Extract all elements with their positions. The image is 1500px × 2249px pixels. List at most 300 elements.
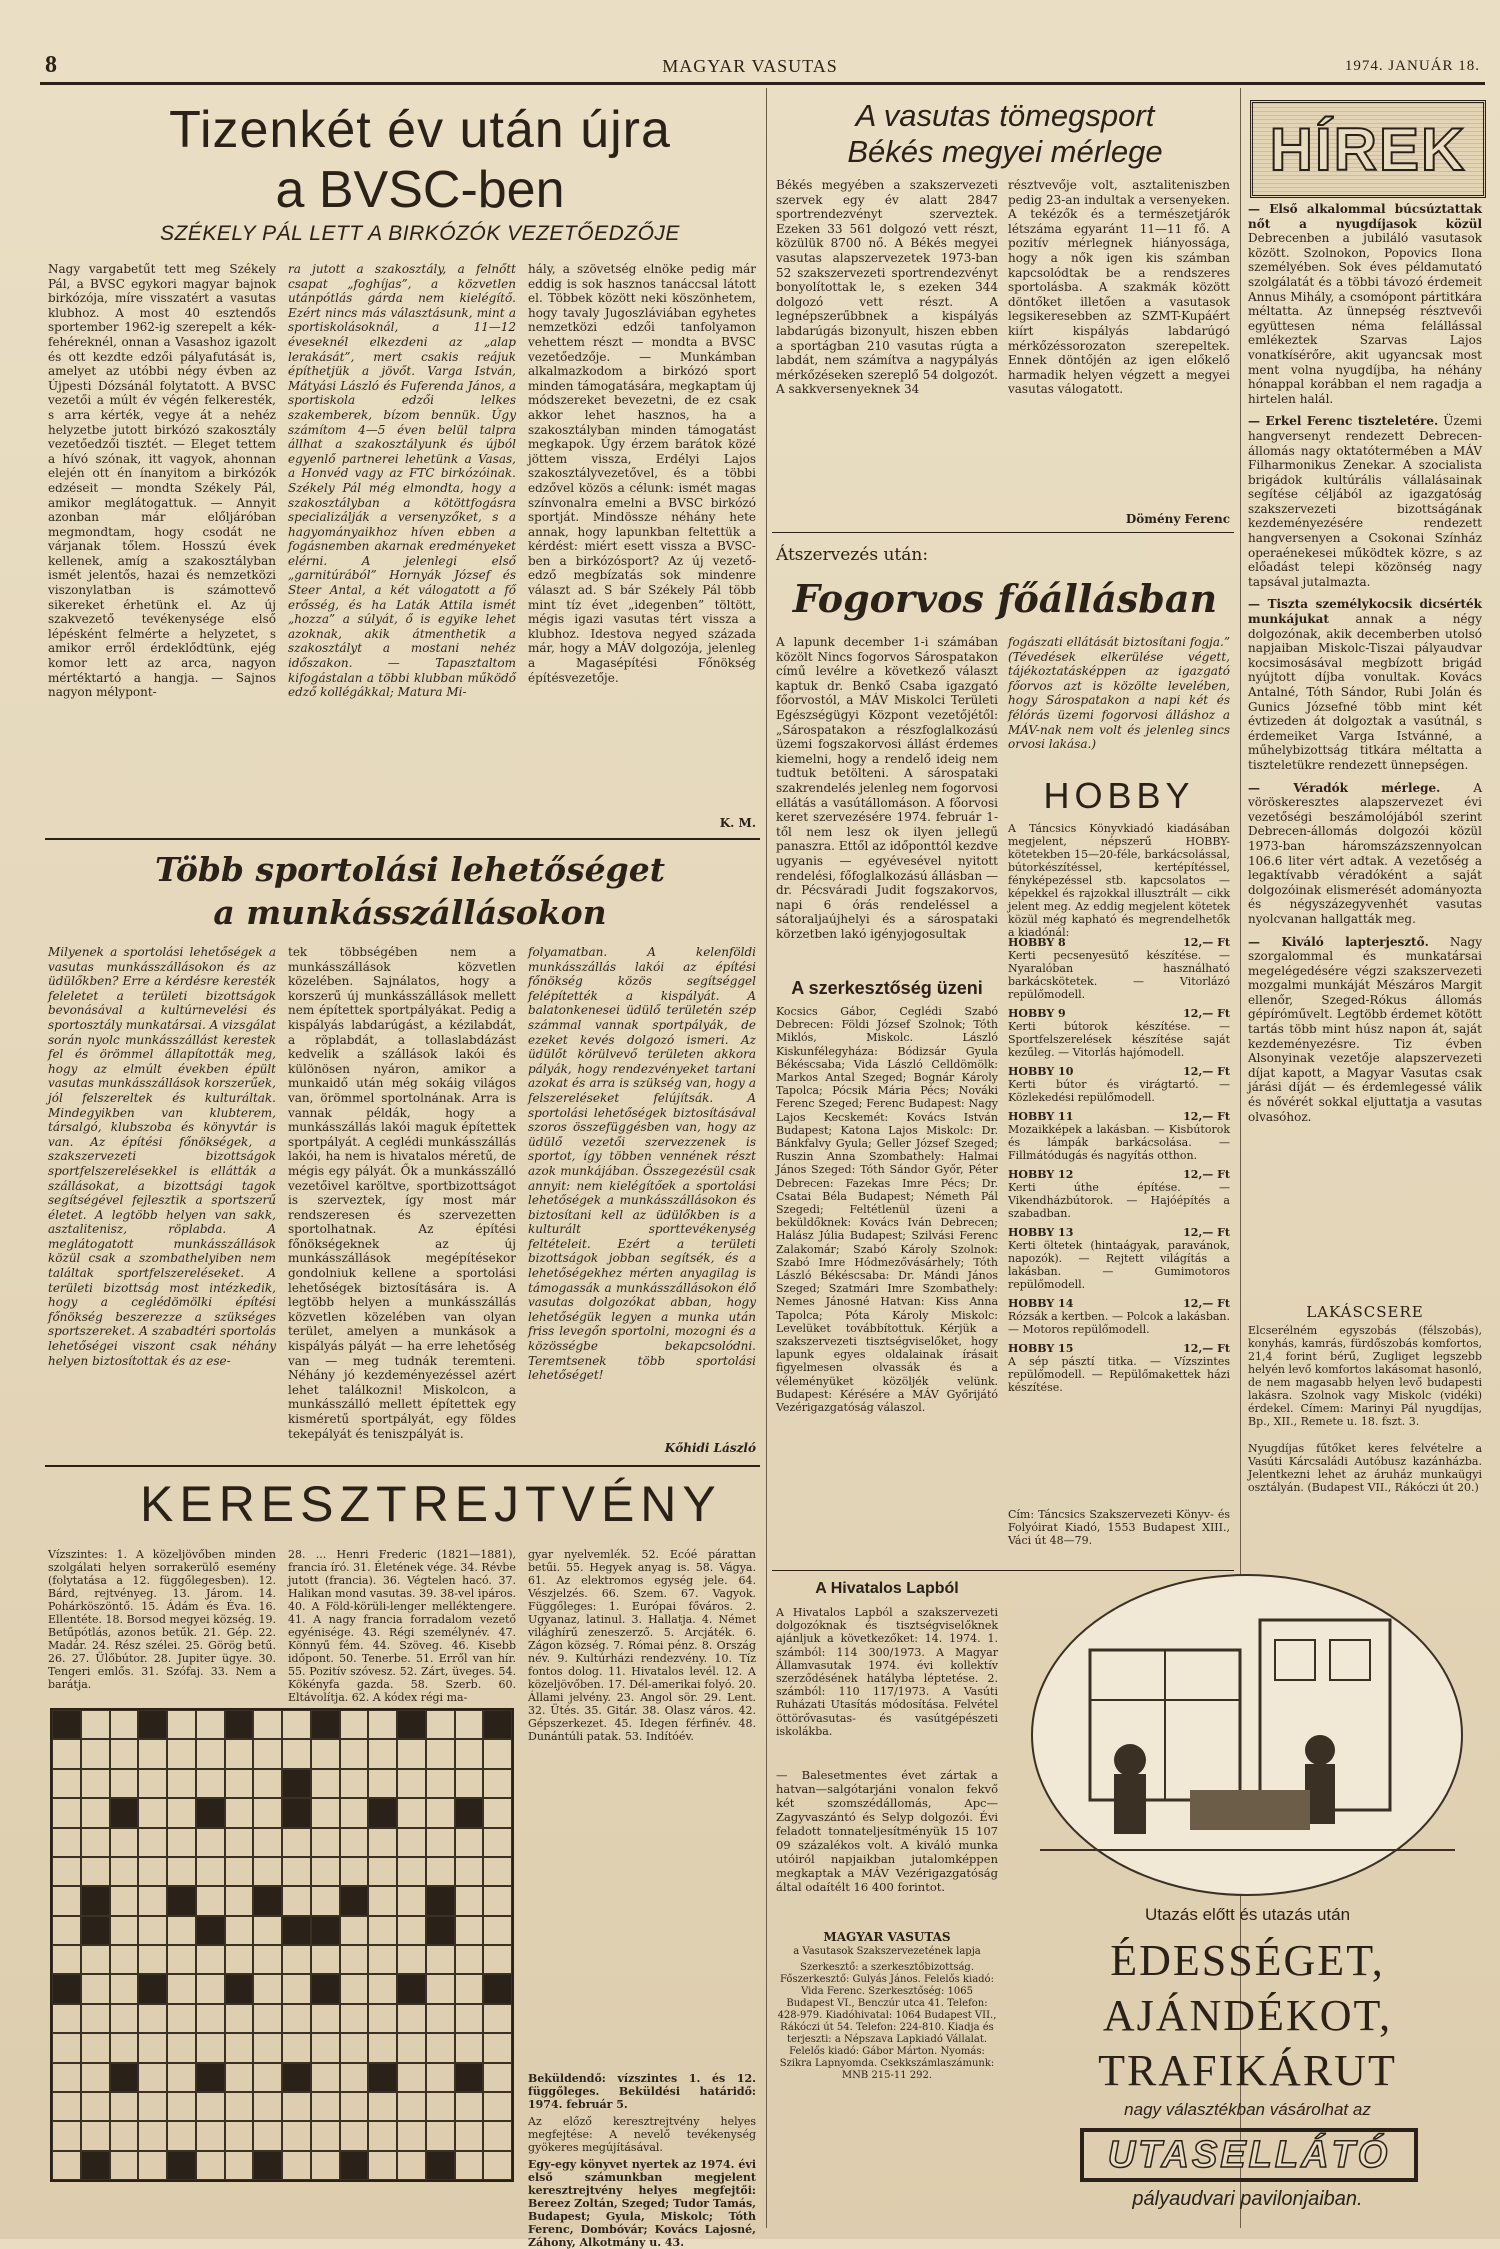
crossword-cell [52, 2092, 81, 2121]
crossword-cell [225, 1857, 254, 1886]
lakascsere-title: LAKÁSCSERE [1306, 1303, 1424, 1321]
crossword-cell [455, 1828, 484, 1857]
hobby-item-description: Kerti öltetek (hintaágyak, paravánok, napozók). — Rejtett világítás a lakásban. — Gumimotoros repülőmodell. [1008, 1239, 1230, 1291]
crossword-cell [426, 1710, 455, 1739]
crossword-cell [340, 1974, 369, 2003]
crossword-cell [167, 1710, 196, 1739]
crossword-cell [52, 1945, 81, 1974]
crossword-cell [81, 2063, 110, 2092]
bvsc-column-3: hály, a szövetség elnöke pedig már eddig is sok hasznos tanáccsal látott el. Többek között neki köszönhetem, hogy tavaly Jugoszláviában egyhetes nemzetközi edzői tanfolyamon vehettem részt — mondta a BVSC vezetőedzője. — Munkámban alkalmazkodom a birkózó sport minden támogatására, megkaptam új módszereket bevezetni, de ez csak akkor lehet hasznos, ha a szakosztályban minden támogatást megkapok. Úgy érzem barátok közé jöttem vissza, Erdélyi Lajos szakosztályvezetővel, és a többi edzővel közös a célunk: ismét magas színvonalra emelni a BVSC birkózó sportját. Mindössze néhány hete annak, hogy lapunkban feltettük a kérdést: miért esett vissza a BVSC-ben a birkózósport? Az új vezető-edző megbízatás sok mindenre választ ad. S bár Székely Pál több mint tíz évet „idegenben” töltött, mégis igazi vasutas tért vissza a klubhoz. Idestova negyed százada már, hogy a MÁV dolgozója, jelenleg a Magasépítési Főnökség építésvezetője. [528, 262, 756, 685]
crossword-cell [81, 1798, 110, 1827]
crossword-cell [397, 1945, 426, 1974]
hobby-title: HOBBY [1043, 775, 1195, 816]
crossword-block [368, 1798, 397, 1827]
crossword-cell [483, 1769, 512, 1798]
crossword-cell [483, 1945, 512, 1974]
crossword-cell [81, 1710, 110, 1739]
crossword-cell [196, 1945, 225, 1974]
ad-footer: pályaudvari pavilonjaiban. [1132, 2188, 1363, 2210]
crossword-cell [311, 1945, 340, 1974]
news-item [1248, 597, 1482, 772]
bekes-signature: Dömény Ferenc [1125, 512, 1230, 526]
crossword-cell [196, 1974, 225, 2003]
hobby-item [1008, 1297, 1230, 1336]
crossword-cell [340, 2004, 369, 2033]
crossword-cell [225, 2063, 254, 2092]
crossword-cell [167, 1916, 196, 1945]
ad-line-1: ÉDESSÉGET, [1110, 1936, 1385, 1985]
crossword-cell [340, 1857, 369, 1886]
sport-title-line2: a munkásszállásokon [213, 893, 607, 932]
crossword-cell [397, 1739, 426, 1768]
news-item-lead: — Véradók mérlege. [1248, 780, 1441, 795]
bekes-column-1: Békés megyében a szakszervezeti szervek egy év alatt 2847 sportrendezvényt szerveztek. Ezeken 33 561 dolgozó vett részt, közülük 8700 nő. A Békés megyei vasutas alapszervezetek 1973-ban 52 szakszervezeti sportrendezvényt bonyolítottak le, s ezeken 344 dolgozó vett részt. A legnépszerűbbnek a kispályás labdarúgás bizonyult, hiszen ebben a sportágban 210 vasutas rúgta a labdát, nem számítva a nagypályás mérkőzéseken szereplő 54 dolgozót. A sakkversenyeknek 34 [776, 178, 998, 397]
crossword-block [455, 2063, 484, 2092]
crossword-cell [397, 2092, 426, 2121]
crossword-grid [50, 1708, 514, 2182]
crossword-cell [368, 1945, 397, 1974]
crossword-block [426, 1886, 455, 1915]
crossword-cell [81, 1974, 110, 2003]
hobby-item-price: 12,— Ft [1183, 936, 1230, 949]
crossword-cell [167, 1769, 196, 1798]
crossword-cell [455, 1739, 484, 1768]
crossword-block [110, 2063, 139, 2092]
crossword-cell [455, 2092, 484, 2121]
crossword-block [167, 2151, 196, 2180]
crossword-cell [110, 2092, 139, 2121]
crossword-cell [311, 2092, 340, 2121]
news-item-lead: — Erkel Ferenc tiszteletére. [1248, 414, 1439, 429]
crossword-cell [138, 1857, 167, 1886]
crossword-cell [368, 2033, 397, 2062]
hobby-item-name: HOBBY 12 [1008, 1168, 1074, 1181]
hobby-item-price: 12,— Ft [1183, 1297, 1230, 1310]
crossword-cell [167, 1798, 196, 1827]
crossword-cell [52, 2151, 81, 2180]
news-item-lead: — Kiváló lapterjesztő. [1248, 934, 1429, 949]
crossword-cell [282, 1974, 311, 2003]
crossword-cell [455, 1974, 484, 2003]
crossword-cell [455, 1710, 484, 1739]
hobby-item [1008, 1065, 1230, 1104]
hobby-item-header [1008, 1007, 1230, 1020]
hobby-item-header [1008, 1226, 1230, 1239]
crossword-cell [253, 2004, 282, 2033]
crossword-cell [52, 1857, 81, 1886]
crossword-cell [311, 1739, 340, 1768]
news-item [1248, 202, 1482, 406]
hobby-item-description: Kerti úthe építése. — Vikendházbútorok. — Hajóépítés a szabadban. [1008, 1181, 1230, 1220]
news-item-lead: — Tiszta személykocsik dicsérték munkájukat [1248, 597, 1482, 627]
crossword-block [253, 2151, 282, 2180]
crossword-cell [196, 2004, 225, 2033]
crossword-block [81, 1886, 110, 1915]
hobby-item [1008, 1168, 1230, 1220]
crossword-cell [81, 2092, 110, 2121]
hobby-intro: A Táncsics Könyvkiadó kiadásában megjelent, népszerű HOBBY-kötetekben 15—20-féle, barkácsolással, bútorkészítéssel, kertépítéssel, fényképezéssel stb. kapcsolatos — képekkel és rajzokkal illusztrált — cikk jelent meg. Az eddig megjelent kötetek közül még kapható és megrendelhetők a kiadónál: [1008, 822, 1230, 939]
bvsc-bottom-rule [45, 838, 760, 840]
crossword-cell [253, 2092, 282, 2121]
sport-title-line1: Több sportolási lehetőséget [155, 850, 665, 889]
crossword-cell [368, 2004, 397, 2033]
crossword-cell [167, 1974, 196, 2003]
bvsc-title-line1: Tizenkét év után újra [169, 101, 671, 159]
issue-date: 1974. JANUÁR 18. [1344, 58, 1480, 74]
crossword-cell [81, 2033, 110, 2062]
crossword-cell [397, 2004, 426, 2033]
crossword-cell [426, 1769, 455, 1798]
crossword-cell [225, 2092, 254, 2121]
crossword-cell [225, 2033, 254, 2062]
crossword-cell [282, 1828, 311, 1857]
crossword-block [138, 1974, 167, 2003]
crossword-cell [397, 1798, 426, 1827]
crossword-block [196, 2063, 225, 2092]
crossword-cell [253, 1769, 282, 1798]
hobby-item [1008, 936, 1230, 1001]
crossword-cell [110, 1945, 139, 1974]
crossword-cell [253, 2121, 282, 2150]
crossword-cell [225, 2121, 254, 2150]
crossword-block [81, 1916, 110, 1945]
crossword-cell [110, 1769, 139, 1798]
crossword-cell [397, 1857, 426, 1886]
crossword-cell [225, 1916, 254, 1945]
news-item-text: annak a négy dolgozónak, akik decemberben utolsó napjaiban Miskolc-Tiszai pályaudvar kocsimosásával megbízott brigád nyújtott díjba vonultak. Kovács Antalné, Tóth Sándor, Rubi Jolán és Gunics Józsefné több mint két évtizeden át dolgoztak a vasútnál, s érdemeiket Varga Istvánné, a műhelybizottság titkára méltatta a tiszteletükre rendezett ünnepségen. [1248, 612, 1482, 772]
hobby-item-name: HOBBY 9 [1008, 1007, 1066, 1020]
crossword-block [282, 2063, 311, 2092]
crossword-cell [110, 2033, 139, 2062]
ad-brand-box [1080, 2128, 1418, 2182]
hobby-item-price: 12,— Ft [1183, 1226, 1230, 1239]
crossword-cell [368, 1886, 397, 1915]
hobby-item-name: HOBBY 14 [1008, 1297, 1074, 1310]
crossword-cell [167, 1945, 196, 1974]
crossword-cell [483, 2004, 512, 2033]
bvsc-signature: K. M. [719, 816, 756, 830]
crossword-cell [397, 1886, 426, 1915]
crossword-cell [196, 1857, 225, 1886]
crossword-block [196, 1798, 225, 1827]
crossword-cell [52, 1916, 81, 1945]
crossword-cell [196, 1828, 225, 1857]
crossword-cell [311, 1798, 340, 1827]
crossword-cell [138, 1945, 167, 1974]
hobby-item-price: 12,— Ft [1183, 1168, 1230, 1181]
crossword-cell [138, 2092, 167, 2121]
crossword-cell [138, 2033, 167, 2062]
crossword-cell [138, 1798, 167, 1827]
crossword-cell [110, 1739, 139, 1768]
crossword-cell [282, 1857, 311, 1886]
hivatalos-text: A Hivatalos Lapból a szakszervezeti dolgozóknak és tisztségviselőknek ajánljuk a következőket: 14. 1974. 1. számból: 114 300/1973. A Magyar Államvasutak 1974. évi kollektív szerződésének hatályba léptetése. 2. számból: 110 117/1973. A Vasúti Ruházati Utasítás módosítása. Felvétel öttörővasutas- és vasútgépészeti iskolákba. [776, 1606, 998, 1738]
paper-name: MAGYAR VASUTAS [662, 56, 838, 76]
crossword-block [426, 1916, 455, 1945]
crossword-cell [225, 1945, 254, 1974]
bvsc-subtitle: SZÉKELY PÁL LETT A BIRKÓZÓK VEZETŐEDZŐJE [160, 222, 680, 245]
crossword-cell [311, 2063, 340, 2092]
crossword-block [397, 1710, 426, 1739]
hobby-item-description: Kerti pecsenyesütő készítése. — Nyaralóban használható barkácskötetek. — Vitorlázó repülőmodell. [1008, 949, 1230, 1001]
crossword-cell [483, 2092, 512, 2121]
crossword-cell [483, 2063, 512, 2092]
crossword-block [167, 1886, 196, 1915]
crossword-cell [225, 2004, 254, 2033]
crossword-cell [426, 1974, 455, 2003]
crossword-cell [368, 1916, 397, 1945]
ad-tagline: Utazás előtt és utazás után [1144, 1905, 1351, 1924]
crossword-cell [455, 2033, 484, 2062]
crossword-cell [225, 1798, 254, 1827]
crossword-cell [167, 2092, 196, 2121]
crossword-cell [196, 2121, 225, 2150]
crossword-cell [253, 1916, 282, 1945]
crossword-clues-2: 28. ... Henri Frederic (1821—1881), francia író. 31. Életének vége. 34. Révbe jutott (francia). 36. Végtelen hacó. 37. Halikan mond vasutas. 39. 38-vel ipáros. 40. A Föld-körüli-lenger melléktengere. 41. A nagy francia forradalom vezető egyénisége. 43. Régi személynév. 47. Könnyű fém. 44. Szöveg. 46. Kisebb időpont. 50. Tenerbe. 51. Erről van hír. 55. Pozitív szóvesz. 52. Zárt, üveges. 54. Kökényfa gazda. 58. Szerb. 60. Eltávolítja. 62. A kódex régi ma- [288, 1548, 516, 1704]
fogorvos-title: Fogorvos főállásban [792, 576, 1218, 621]
hobby-item-description: Kerti bútorok készítése. — Sportfelszerelések készítése saját kezűleg. — Vitorlás hajómodell. [1008, 1020, 1230, 1059]
crossword-block [311, 1974, 340, 2003]
crossword-block [196, 1916, 225, 1945]
crossword-cell [196, 2151, 225, 2180]
crossword-cell [455, 2121, 484, 2150]
crossword-solution: Az előző keresztrejtvény helyes megfejtése: A nevelő tevékenység gyökeres megújításával. [528, 2115, 756, 2154]
crossword-cell [340, 2033, 369, 2062]
hobby-item-header [1008, 1342, 1230, 1355]
hobby-item-name: HOBBY 8 [1008, 936, 1066, 949]
crossword-cell [110, 2121, 139, 2150]
hobby-item-description: Rózsák a kertben. — Polcok a lakásban. — Motoros repülőmodell. [1008, 1310, 1230, 1336]
crossword-cell [81, 2004, 110, 2033]
hobby-item-price: 12,— Ft [1183, 1065, 1230, 1078]
crossword-cell [483, 1798, 512, 1827]
hobby-footer: Cím: Táncsics Szakszervezeti Könyv- és Folyóirat Kiadó, 1553 Budapest XIII., Váci út 48—79. [1008, 1508, 1230, 1547]
news-item [1248, 935, 1482, 1125]
crossword-cell [225, 1828, 254, 1857]
crossword-cell [52, 1739, 81, 1768]
hobby-list [1008, 936, 1230, 1506]
hivatalos-title: A Hivatalos Lapból [815, 1580, 959, 1597]
sport-column-2: tek többségében nem a munkásszállások közvetlen közelében. Sajnálatos, hogy a korszerű új munkásszállások mellett nem építettek sportpályákat. Pedig a kispályás labdarúgást, a kézilabdát, a röplabdát, a tollaslabdázást kedvelik a szállások lakói és különösen nyáron, amikor a munkaidő után még sokáig világos van, örömmel sportolnának. Arra is vannak példák, hogy a munkásszállás lakói maguk építettek sportpályát. A ceglédi munkásszállás lakói, ha nem is hivatalos méretű, de mégis egy pályát. Ők a munkásszálló vezetőivel karöltve, sportbizottságot is szerveztek, így most már rendszeresen és szervezetten sportolhatnak. Az építési főnökségeknek az új munkásszállások megépítésekor gondolniuk kellene a sportolási lehetőségek biztosítására is. A legtöbb helyen a munkásszállás közvetlen közelében van olyan terület, amelyen a munkások a kispályás pályát — ha erre lehetőség van — meg tudnák teremteni. Néhány jó kezdeményezéssel azért lehet találkozni! Miskolcon, a munkásszálló mellett építettek egy kisméretű sportpályát, egy földes tekepályát és teniszpályát is. [288, 945, 516, 1441]
crossword-cell [397, 2063, 426, 2092]
news-item-text: Debrecenben a jubiláló vasutasok között. Szolnokon, Popovics Ilona személyében. Sok éves példamutató szolgálatát és a többi távozó érdemeit Annus Mihály, a csomópont pártitkára méltatta. Az ünnepség résztvevői együttesen néma felállással emlékeztek Szarvas Lajos vonatkísérőre, akit ugyancsak most ment volna nyugdíjba, ha néhány hónappal korábban el nem ragadja a hirtelen halál. [1248, 231, 1482, 406]
crossword-cell [138, 1739, 167, 1768]
crossword-cell [483, 2151, 512, 2180]
hobby-item-description: Kerti bútor és virágtartó. — Közlekedési repülőmodell. [1008, 1078, 1230, 1104]
crossword-block [397, 1974, 426, 2003]
bekes-title-line1: A vasutas tömegsport [855, 98, 1155, 133]
crossword-cell [397, 2121, 426, 2150]
crossword-cell [483, 2033, 512, 2062]
bekes-rule [772, 532, 1234, 533]
crossword-block [340, 2151, 369, 2180]
crossword-block [483, 1710, 512, 1739]
crossword-cell [368, 2121, 397, 2150]
crossword-cell [311, 2033, 340, 2062]
crossword-cell [167, 2033, 196, 2062]
bvsc-column-2: ra jutott a szakosztály, a felnőtt csapat „foghíjas”, a közvetlen utánpótlás gárda nem kielégítő. Ezért nincs más választásunk, mint a sportiskolásoknál, a 11—12 éveseknél elkezdeni az „alap lerakását”, mert csakis reájuk építhetjük a jövőt. Varga István, Mátyási László és Fuferenda János, a sportiskola edzői lelkes szakemberek, bízom bennük. Úgy számítom 4—5 éven belül talpra állhat a szakosztályunk és újból egyenlő partnerei lehetünk a Vasas, a Honvéd vagy az FTC birkózóinak. Székely Pál még elmondta, hogy a szakosztályban a kötöttfogásra specializálják a versenyzőket, s a hagyományaikhoz híven ebben a fogásnemben akarnak eredményeket elérni. A jelenlegi első „garnitúrából” Hornyák József és Steer Antal, a két válogatott a fő erősség, és ha Laták Attila ismét „hozza” a súlyát, ő is egyike lehet azoknak, akik átmenthetik a szakosztályt a mostani nehéz időszakon. — Tapasztaltom kifogástalan a többi klubban működő edző kollégákkal; Matura Mi- [288, 262, 516, 700]
crossword-cell [311, 1828, 340, 1857]
news-item [1248, 781, 1482, 927]
ad-line-4: nagy választékban vásárolhat az [1124, 2100, 1371, 2119]
crossword-cell [52, 1886, 81, 1915]
crossword-cell [110, 1974, 139, 2003]
crossword-cell [81, 1857, 110, 1886]
crossword-cell [253, 1798, 282, 1827]
crossword-cell [426, 1828, 455, 1857]
crossword-cell [426, 1798, 455, 1827]
crossword-block [282, 1769, 311, 1798]
crossword-cell [340, 1769, 369, 1798]
crossword-cell [253, 1739, 282, 1768]
crossword-cell [167, 1828, 196, 1857]
crossword-cell [253, 1945, 282, 1974]
colophon-title: MAGYAR VASUTAS [823, 1930, 951, 1944]
sport-signature: Kőhidi László [664, 1441, 756, 1455]
crossword-cell [282, 1710, 311, 1739]
bvsc-column-1: Nagy vargabetűt tett meg Székely Pál, a BVSC egykori magyar bajnok birkózója, míre visszatért a vasutas klubhoz. A most 40 esztendős sportember 1962-ig szerepelt a kék-fehéreknél, onnan a Vasashoz igazolt és ott kezdte edzői pályafutását is, amelyet az utóbbi négy évben az Újpesti Dózsánál folytatott. A BVSC vezetői a múlt év végén felkeresték, s arra kérték, vegye át a nehéz helyzetbe jutott birkózó szakosztály vezetőedzői tisztét. — Eleget tettem a hívó szónak, itt vagyok, ahonnan elején ott én ínanyitom a birkózók edzéseit — mondta Székely Pál, amikor meglátogattuk. — Annyit azonban már előljáróban megmondtam, hogy csodát ne várjanak tőlem. Hosszú évek kellenek, amíg a szakosztályban ismét jelentős, hazai és nemzetközi viszonylatban is számottevő sikereket érhetünk el. Az új szakvezető tevékenysége első lépésként felmérte a helyzetet, s amikor erről érdeklődtünk, ejég komor lett az arca, nagyon mértéktartó a hangja. — Sajnos nagyon mélypont- [48, 262, 276, 700]
crossword-block [138, 1710, 167, 1739]
colophon-subtitle: a Vasutasok Szakszervezetének lapja [793, 1946, 981, 1957]
crossword-cell [455, 2004, 484, 2033]
sport-column-3: folyamatban. A kelenföldi munkásszállás lakói az építési főnökség közös segítséggel felépítették a kispályát. A balatonkenesei üdülő területén szép számmal vannak sportpályák, de ezeket kevés dolgozó ismeri. Az üdülőt körülvevő területen akkora pályák, hogy rendezvényeket tartani azokat és arra is szükség van, hogy a felszereléseket felújítsák. A sportolási lehetőségek biztosításával szoros összefüggésben van, hogy az üdülő vezetői szervezzenek is sportot, így többen vennének részt azok munkájában. Összegezésül csak annyit: nem kielégítőek a sportolási lehetőségek a munkásszállásokon és biztosítani kell az üdülőkben is a kulturált sporttevékenység feltételeit. Ezért a területi bizottságok jobban segítsék, és a lehetőségekhez mérten anyagilag is támogassák a munkásszállásokon élő vasutas dolgozókat abban, hogy lehetőségük legyen a munka után friss levegőn sportolni, mozogni és a közösségbe bekapcsolódni. Teremtsenek több sportolási lehetőséget! [528, 945, 756, 1383]
crossword-cell [138, 2151, 167, 2180]
news-item-lead: — Első alkalommal búcsúztattak nőt a nyugdíjasok közül [1248, 202, 1482, 231]
crossword-cell [253, 1828, 282, 1857]
crossword-cell [196, 1769, 225, 1798]
crossword-cell [426, 2121, 455, 2150]
crossword-block [253, 1886, 282, 1915]
crossword-block [282, 1798, 311, 1827]
crossword-cell [368, 1739, 397, 1768]
news-item-text: Nagy szorgalommal és munkatársai megelégedésére végzi szakszervezeti mozgalmi munkáját Mészáros Margit ellenőr, Szeged-Rókus állomás gépíróművelt. Legtöbb érdemet kötött tartás több mint húsz napon át, saját kezdeményezésre. Tiz évben Alsonyinak vezetője alapszervezeti díjat kapott, a Magyar Vasutas csak járási díját — és érdemlegessé válik és nővérét sokkal eljuttatja a vasutas olvasóhoz. [1248, 934, 1482, 1124]
bekes-column-2: résztvevője volt, asztaliteniszben pedig 23-an indultak a versenyeken. A tekézők és a természetjárók létszáma egyaránt 11—11 fő. A pozitív mérlegnek hiányossága, hogy a nők igen kis számban kapcsolódtak be a rendszeres sportolásba. A szakmák között döntőket illetően a vasutasok legsikeresebben az SZMT-Kupáért kiírt kispályás labdarúgó mérkőzéssorozaton szerepeltek. Ennek döntőjén az igen előkelő harmadik helyen végzett a megyei vasutas válogatott. [1008, 178, 1230, 397]
crossword-cell [311, 1886, 340, 1915]
crossword-cell [52, 2004, 81, 2033]
crossword-cell [483, 1916, 512, 1945]
crossword-cell [167, 1739, 196, 1768]
crossword-cell [340, 1710, 369, 1739]
crossword-cell [52, 1828, 81, 1857]
lakascsere-text: Elcserélném egyszobás (félszobás), konyhás, kamrás, fürdőszobás komfortos, 21,4 forint bérű, Zugliget legszebb helyén levő komfortos lakásomat hasonló, de nem magasabb helyen levő budapesti lakásra. Szolnok vagy Miskolc (vidéki) érdekel. Címem: Marinyi Pál nyugdíjas, Bp., XII., Remete u. 18. fszt. 3. [1248, 1324, 1482, 1428]
crossword-cell [196, 1710, 225, 1739]
sport-bottom-rule [45, 1465, 760, 1467]
crossword-cell [455, 1916, 484, 1945]
hobby-item-header [1008, 1065, 1230, 1078]
crossword-cell [340, 2121, 369, 2150]
crossword-cell [426, 2063, 455, 2092]
crossword-cell [311, 2121, 340, 2150]
crossword-cell [110, 2004, 139, 2033]
crossword-cell [282, 2092, 311, 2121]
hobby-item-header [1008, 1168, 1230, 1181]
crossword-cell [81, 1945, 110, 1974]
hobby-item-name: HOBBY 10 [1008, 1065, 1074, 1078]
crossword-cell [52, 2063, 81, 2092]
crossword-cell [368, 1769, 397, 1798]
crossword-cell [282, 2121, 311, 2150]
colophon-text: Szerkesztő: a szerkesztőbizottság. Főszerkesztő: Gulyás János. Felelős kiadó: Vida Ferenc. Szerkesztőség: 1065 Budapest VI., Benczúr utca 41. Telefon: 428-979. Kiadóhivatal: 1064 Budapest VII., Rákóczi út 54. Telefon: 224-810. Kiadja és terjeszti: a Népszava Lapkiadó Vállalat. Felelős kiadó: Gábor Márton. Nyomás: Szikra Lapnyomda. Csekkszámlaszámunk: MNB 215-11 292. [777, 1962, 997, 2081]
hobby-item-name: HOBBY 13 [1008, 1226, 1074, 1239]
hobby-item-header [1008, 1297, 1230, 1310]
crossword-cell [282, 1886, 311, 1915]
crossword-cell [397, 2151, 426, 2180]
ad-brand: UTASELLÁTÓ [1107, 2133, 1391, 2176]
news-item-text: A vöröskeresztes alapszervezet évi vezetőségi beszámolójából szerint Debrecen-állomás dolgozói közül 1973-ban háromszázszennyolcan 106.6 liter vért adtak. A vezetőség a legaktívabb véradóként a saját dolgozóinak elismerését adományozta és négyszázegyvenhét vasutas nyolcvanan hallgatták meg. [1248, 780, 1482, 926]
crossword-cell [138, 1769, 167, 1798]
crossword-cell [311, 1769, 340, 1798]
news-item-text: Üzemi hangversenyt rendezett Debrecen-állomás nagy oktatótermében a MÁV Filharmonikus Zenekar. A szocialista brigádok kultúrális vállalásainak segítése céljából az igazgatóság szakszervezeti bizottságának kezdeményezésére rendezett hangversenyen a Csokonai Színház operaénekesei működtek közre, s az előadást telepi közönség nagy tapsával jutalmazta. [1248, 414, 1482, 589]
hobby-item-price: 12,— Ft [1183, 1342, 1230, 1355]
crossword-cell [253, 1974, 282, 2003]
crossword-cell [368, 2092, 397, 2121]
hobby-item-price: 12,— Ft [1183, 1110, 1230, 1123]
crossword-cell [368, 1710, 397, 1739]
hobby-item [1008, 1110, 1230, 1162]
crossword-cell [52, 2121, 81, 2150]
crossword-cell [340, 2092, 369, 2121]
crossword-cell [138, 2004, 167, 2033]
utasellato-ad [1010, 1560, 1485, 2230]
crossword-cell [483, 1886, 512, 1915]
crossword-cell [311, 2151, 340, 2180]
crossword-cell [167, 2121, 196, 2150]
crossword-block [52, 1974, 81, 2003]
crossword-cell [340, 1916, 369, 1945]
crossword-cell [196, 2033, 225, 2062]
crossword-cell [167, 2004, 196, 2033]
crossword-cell [368, 1828, 397, 1857]
crossword-cell [311, 2004, 340, 2033]
crossword-cell [81, 1769, 110, 1798]
bekes-title-line2: Békés megyei mérlege [847, 134, 1163, 169]
crossword-cell [426, 1739, 455, 1768]
crossword-cell [368, 1974, 397, 2003]
crossword-cell [138, 1886, 167, 1915]
crossword-cell [196, 1886, 225, 1915]
hobby-item-description: A sép pásztí titka. — Vízszintes repülőmodell. — Repülőmakettek házi készítése. [1008, 1355, 1230, 1394]
crossword-cell [340, 2063, 369, 2092]
editor-title: A szerkesztőség üzeni [791, 978, 983, 998]
crossword-clues-1: Vízszintes: 1. A közeljövőben minden szolgálati helyen sorrakerülő esemény (folytatása a 12. függőlegesben). 12. Bárd, rejtvényeg. 13. Járom. 14. Pohárköszöntő. 15. Ádám és Éva. 16. Ellentéte. 18. Borsod megyei község. 19. Betűpótlás, azonos betűk. 21. Gép. 22. Madár. 24. Rész szélei. 25. Görög betű. 26. 27. Ülőbútor. 28. Jupiter ügye. 30. Tengeri emlős. 31. Szófaj. 33. Nem a barátja. [48, 1548, 276, 1691]
crossword-cell [397, 1828, 426, 1857]
editor-text: Kocsics Gábor, Ceglédi Szabó Debrecen: Földi József Szolnok; Tóth Miklós, Miskolc. László Kiskunfélegyháza: Bódizsár Gyula Békéscsaba; Vida László Celldömölk: Markos Antal Szeged; Bognár Károly Tapolca; Pócsik Mária Pécs; Nováki Ferenc Szeged; Ferenc Budapest: Nagy Lajos Kecskemét: Kovács István Budapest; Katona Lajos Miskolc: Dr. Bánkfalvy Gyula; Geller József Szeged; Ruszin Anna Szombathely: Halmai János Szeged: Tóth Sándor Győr, Péter Debrecen: Fazekas Imre Pécs; Dr. Csatai Béla Budapest; Németh Pál Szegedi; Feltétlenül üzeni a beküldőknek: Kovács Iván Debrecen; Halász Júlia Budapest; Szilvási Ferenc Zalakomár; Szabó Károly Szolnok: Szabó Imre Hódmezővásárhely; Tóth László Békéscsaba: Dr. Mándi János Szeged; Szatmári Imre Szombathely: Nemes Jánosné Hatvan: Kiss Anna Tapolca; Póta Károly Miskolc: Levelüket továbbítottuk. Kérjük a szakszervezeti tisztségviselőket, hogy lapunk egyes oldalainak írásait figyelmesen olvassák és a véleményüket közöljék velünk. Budapest: Kérésére a MÁV Győrijátó Vezérigazgatóság válaszol. [776, 1005, 998, 1415]
fogorvos-column-1: A lapunk december 1-i számában közölt Nincs fogorvos Sárospatakon című levélre a következő választ kaptuk dr. Benkő Csaba igazgató főorvostól, a MÁV Miskolci Területi Egészségügyi Központ vezetőjétől: „Sárospatakon a részfoglalkozású üzemi fogszakorvosi állást érdemes kiemelni, hogy a rendelő ideig nem tudtuk betölteni. A sárospataki szakrendelés jelenleg nem fogorvosi ellátás a vasútállomáson. A főorvosi keret szervezésére 1974. február 1-től nem lesz ok ilyen jellegű panaszra. Ettől az időponttól kezdve ugyanis — egyévesével nyitott rendelési, főfoglalkozású állásban — dr. Pécsváradi Judit fogszakorvos, napi 6 órás rendeléssel a sátoraljaújhelyi és a sárospataki körzetben lakó igényjogosultak [776, 635, 998, 941]
crossword-cell [81, 2121, 110, 2150]
crossword-cell [455, 1886, 484, 1915]
crossword-cell [282, 2004, 311, 2033]
crossword-cell [167, 2063, 196, 2092]
crossword-cell [282, 2151, 311, 2180]
crossword-cell [455, 1857, 484, 1886]
crossword-cell [52, 1769, 81, 1798]
crossword-cell [282, 1739, 311, 1768]
crossword-cell [110, 1916, 139, 1945]
crossword-cell [340, 1828, 369, 1857]
crossword-clues-3: gyar nyelvemlék. 52. Ecóé párattan betűi. 55. Hegyek anyag is. 58. Vágya. 61. Az elektromos egység jele. 64. Vészjelzés. 66. Szem. 67. Vagyok. Függőleges: 1. Európai főváros. 2. Ugyanaz, latinul. 3. Hallatja. 4. Német világhírű zeneszerző. 5. Arcjáték. 6. Zágon község. 7. Római pénz. 8. Ország név. 9. Kultúrházi rendezvény. 10. Tíz fontos dolog. 11. Hivatalos levél. 12. A közeljövőben. 17. Dél-amerikai folyó. 20. Állami jelvény. 23. Angol sör. 29. Lent. 32. Ütés. 35. Gitár. 38. Olasz város. 42. Gépszerkezet. 45. Idegen férfinév. 48. Dunántúli patak. 53. Indítóév. [528, 1548, 756, 1743]
crossword-cell [110, 1857, 139, 1886]
hobby-item-description: Mozaikképek a lakásban. — Kisbútorok és lámpák barkácsolása. — Fillmátódugás és nagyítás otthon. [1008, 1123, 1230, 1162]
crossword-cell [397, 2033, 426, 2062]
crossword-block [81, 2151, 110, 2180]
fogorvos-column-2: fogászati ellátását biztosítani fogja.” (Tévedések elkerülése végett, tájékoztatásképpen az igazgató főorvos azt is közölte levelében, hogy Sárospatakon a napi két és félórás üzemi fogorvosi álláshoz a MÁV-nak nem volt és jelenleg sincs orvosi lakása.) [1008, 635, 1230, 752]
crossword-cell [340, 1739, 369, 1768]
fogorvos-kicker: Átszervezés után: [776, 545, 929, 565]
crossword-cell [52, 2033, 81, 2062]
news-item [1248, 414, 1482, 589]
crossword-cell [225, 1739, 254, 1768]
crossword-cell [110, 1828, 139, 1857]
